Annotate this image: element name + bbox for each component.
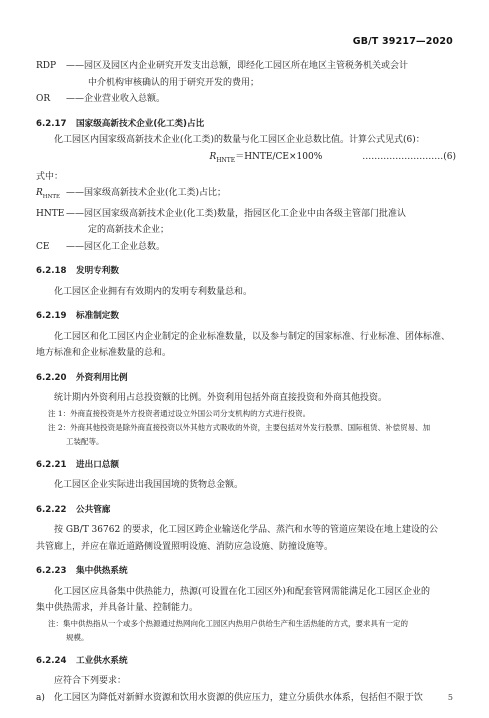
section-number: 6.2.22	[36, 504, 67, 515]
list-item: a) 化工园区为降低对新鲜水资源和饮用水资源的供应压力，建立分质供水体系，包括但不限于饮	[36, 692, 423, 703]
paragraph: 化工园区企业拥有有效期内的发明专利数量总和。	[54, 286, 253, 297]
note-continuation: 工装配等。	[66, 436, 104, 446]
section-heading	[36, 502, 456, 519]
symbol-subscript: HNTE	[42, 194, 61, 201]
section-title: 公共管廊	[76, 504, 111, 515]
section-number: 6.2.24	[36, 655, 67, 666]
paragraph-continuation: 共管廊上，并应在靠近道路侧设置照明设施、消防应急设施、防撞设施等。	[36, 541, 334, 552]
section-heading	[36, 308, 456, 325]
section-title: 工业供水系统	[76, 655, 128, 666]
definition-text: ——园区化工企业总数。	[66, 241, 166, 252]
definition-continuation: 定的高新技术企业；	[88, 225, 170, 236]
symbol: OR	[36, 94, 51, 104]
section-title: 发明专利数	[76, 266, 119, 277]
definition-rdp	[36, 58, 456, 75]
formula-number: ………………………(6)	[362, 151, 456, 162]
note-continuation: 规模。	[66, 632, 89, 642]
section-title: 标准制定数	[76, 311, 119, 322]
section-title: 外资利用比例	[76, 372, 128, 383]
page-number: 5	[447, 693, 453, 702]
formula	[36, 149, 456, 169]
formula-subscript: HNTE	[216, 156, 236, 164]
paragraph: 化工园区和化工园区内企业制定的企业标准数量，以及参与制定的国家标准、行业标准、团体标准、	[54, 331, 451, 342]
definition-text: ——企业营业收入总额。	[66, 94, 166, 104]
paragraph: 应符合下列要求：	[54, 676, 127, 687]
paragraph: 按 GB/T 36762 的要求，化工园区跨企业输送化学品、蒸汽和水等的管道应架设在地上建设的公	[54, 525, 439, 536]
section-number: 6.2.20	[36, 372, 67, 383]
note: 注 2：外商其他投资是除外商直接投资以外其他方式吸收的外资，主要包括对外发行股票、国际租赁、补偿贸易、加	[48, 422, 431, 432]
paragraph-continuation: 地方标准和企业标准数量的总和。	[36, 348, 172, 359]
standard-number-header: GB/T 39217—2020	[352, 36, 453, 47]
section-heading	[36, 457, 456, 474]
section-number: 6.2.21	[36, 459, 67, 470]
paragraph: 统计期内外资利用占总投资额的比例。外资利用包括外商直接投资和外商其他投资。	[54, 393, 388, 404]
definition-hnte	[36, 206, 456, 223]
section-number: 6.2.18	[36, 266, 67, 277]
section-number: 6.2.23	[36, 566, 67, 577]
formula-symbol: R	[209, 151, 217, 162]
definition-continuation: 中介机构审核确认的用于研究开发的费用；	[88, 77, 260, 88]
definition-ce	[36, 239, 456, 256]
definition-rhnte	[36, 185, 456, 205]
paragraph: 化工园区应具备集中供热能力，热源(可设置在化工园区外)和配套管网需能满足化工园区企业的	[54, 586, 431, 597]
where-label: 式中：	[36, 171, 64, 182]
note: 注：集中供热指从一个或多个热源通过热网向化工园区内热用户供给生产和生活热能的方式，要求具有一定的	[48, 618, 408, 628]
section-heading	[36, 563, 456, 580]
section-heading	[36, 263, 456, 280]
section-title: 集中供热系统	[76, 566, 128, 577]
section-number: 6.2.19	[36, 311, 67, 322]
definition-or	[36, 91, 456, 108]
section-number: 6.2.17	[36, 118, 67, 129]
definition-text: ——国家级高新技术企业(化工类)占比；	[66, 188, 227, 199]
definition-text: ——园区及园区内企业研究开发支出总额，即经化工园区所在地区主管税务机关或会计	[66, 61, 409, 71]
symbol: R	[36, 188, 43, 199]
section-heading	[36, 116, 456, 133]
symbol: HNTE	[36, 208, 65, 219]
section-heading	[36, 653, 456, 670]
formula-expression: ＝HNTE/CE×100%	[235, 151, 323, 162]
symbol: CE	[36, 241, 50, 252]
paragraph-continuation: 集中供热需求，并具备计量、控制能力。	[36, 603, 199, 614]
note: 注 1：外商直接投资是外方投资者通过设立外国公司分支机构的方式进行投资。	[48, 408, 311, 418]
document-body	[36, 58, 456, 706]
section-title: 进出口总额	[76, 459, 119, 470]
section-title: 国家级高新技术企业(化工类)占比	[76, 118, 205, 129]
definition-text: ——园区国家级高新技术企业(化工类)数量，指园区化工企业中由各级主管部门批准认	[66, 208, 407, 219]
symbol: RDP	[36, 61, 57, 71]
paragraph: 化工园区企业实际进出我国国境的货物总金额。	[54, 480, 244, 491]
paragraph: 化工园区内国家级高新技术企业(化工类)的数量与化工园区企业总数比值。计算公式见式(6)：	[54, 135, 425, 145]
section-heading	[36, 370, 456, 387]
